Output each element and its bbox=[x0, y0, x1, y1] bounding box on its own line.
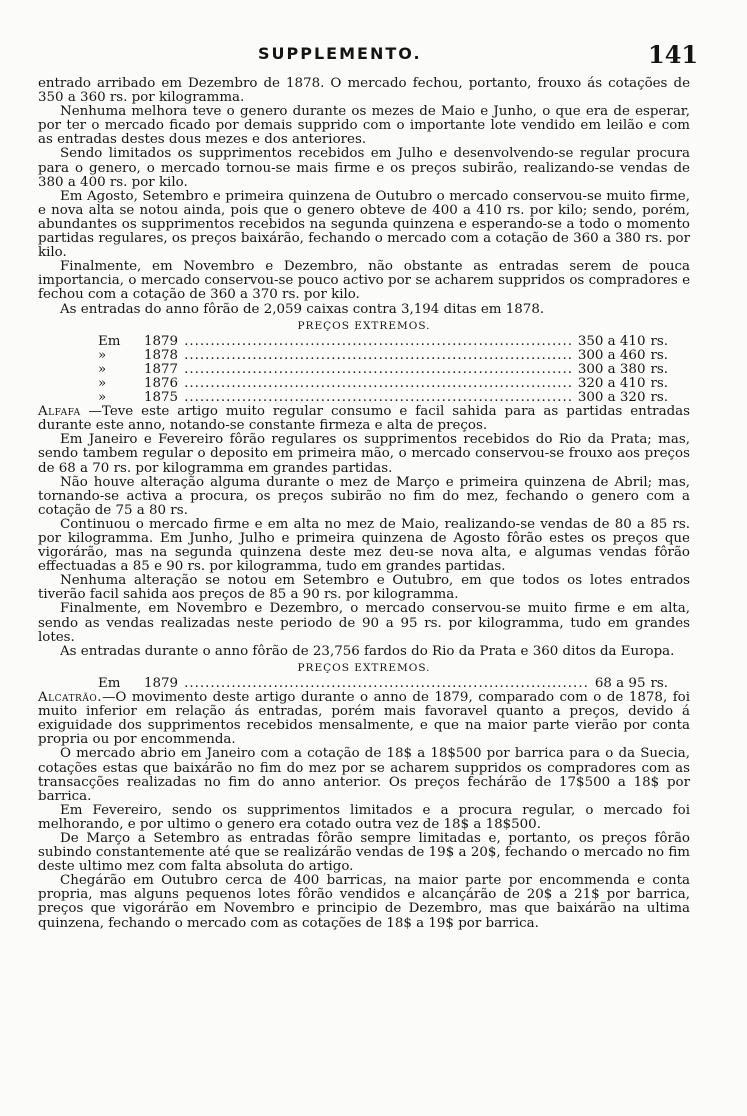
price-table bbox=[98, 335, 668, 405]
paragraph: Sendo limitados os supprimentos recebidos em Julho e desenvolvendo-se regular procura para o genero, o mercado tornou-se mais firme e os preços subirão, realizando-se vendas de 380 a 400 rs. por kilo. bbox=[38, 146, 690, 190]
price-range: 350 a 410 bbox=[577, 334, 646, 349]
paragraph: As entradas durante o anno fôrão de 23,756 fardos do Rio da Prata e 360 ditos da Europa. bbox=[60, 643, 675, 659]
paragraph: Chegárão em Outubro cerca de 400 barricas, na maior parte por encommenda e conta propria, mas alguns pequenos lotes fôrão vendidos e alcançárão de 20$ a 21$ por barrica, preços que vigorárão em Novembro e principio de Dezembro, mas que baixárão na ultima quinzena, fechando o mercado com as cotações de 18$ a 19$ por barrica. bbox=[38, 873, 690, 931]
price-label: » bbox=[98, 376, 107, 391]
prices-heading: PREÇOS EXTREMOS. bbox=[297, 319, 431, 332]
paragraph bbox=[38, 691, 690, 747]
dot-leader bbox=[184, 377, 572, 391]
paragraph-text: —Teve este artigo muito regular consumo e facil sahida para as partidas entradas durante este anno, notando-se constante firmeza e alta de preços. bbox=[38, 404, 690, 434]
price-unit: rs. bbox=[650, 362, 668, 377]
price-unit: rs. bbox=[650, 676, 668, 691]
price-range: 300 a 320 bbox=[577, 391, 646, 406]
price-label: Em bbox=[98, 334, 121, 349]
price-year: 1876 bbox=[144, 376, 179, 391]
paragraph: O mercado abrio em Janeiro com a cotação de 18$ a 18$500 por barrica para o da Suecia, cotações estas que baixárão no fim do mez por se acharem suppridos os compradores com as transacções realizadas no fim do anno anterior. Os preços fechárão de 17$500 a 18$ por barrica. bbox=[38, 746, 690, 804]
price-row bbox=[98, 677, 668, 691]
price-range: 68 a 95 bbox=[594, 676, 646, 691]
paragraph-text: —O movimento deste artigo durante o anno de 1879, comparado com o de 1878, foi muito inferior em relação ás entradas, porém mais favoravel quanto a preços, devido á exiguidade dos supprimentos recebidos mensalmente, e que na maior parte vierão por conta propria ou por encommenda. bbox=[38, 690, 690, 748]
paragraph: Em Fevereiro, sendo os supprimentos limitados e a procura regular, o mercado foi melhorando, e por ultimo o genero era cotado outra vez de 18$ a 18$500. bbox=[38, 802, 690, 832]
page-number: 141 bbox=[648, 40, 699, 69]
price-row bbox=[98, 377, 668, 391]
section-lead: Alcatrão. bbox=[38, 690, 102, 706]
paragraph: Nenhuma melhora teve o genero durante os mezes de Maio e Junho, o que era de esperar, por ter o mercado ficado por demais supprido com o importante lote vendido em leilão e com as entradas destes dous mezes e dos anteriores. bbox=[38, 104, 690, 148]
paragraph: As entradas do anno fôrão de 2,059 caixas contra 3,194 ditas em 1878. bbox=[60, 301, 545, 317]
paragraph: Não houve alteração alguma durante o mez de Março e primeira quinzena de Abril; mas, tornando-se activa a procura, os preços subirão no fim do mez, fechando o genero com a cotação de 75 a 80 rs. bbox=[38, 474, 690, 518]
running-title: SUPPLEMENTO. bbox=[258, 44, 422, 63]
price-year: 1875 bbox=[144, 391, 179, 406]
price-year: 1878 bbox=[144, 348, 179, 363]
paragraph: Nenhuma alteração se notou em Setembro e Outubro, em que todos os lotes entrados tiverão facil sahida aos preços de 85 a 90 rs. por kilogramma. bbox=[38, 573, 690, 603]
price-unit: rs. bbox=[650, 376, 668, 391]
paragraph: Em Janeiro e Fevereiro fôrão regulares os supprimentos recebidos do Rio da Prata; mas, sendo tambem regular o deposito em primeira mão, o mercado conservou-se frouxo aos preços de 68 a 70 rs. por kilogramma em grandes partidas. bbox=[38, 432, 690, 476]
dot-leader bbox=[184, 391, 572, 405]
price-range: 320 a 410 bbox=[577, 376, 646, 391]
price-label: » bbox=[98, 348, 107, 363]
prices-heading: PREÇOS EXTREMOS. bbox=[297, 661, 431, 674]
paragraph: entrado arribado em Dezembro de 1878. O mercado fechou, portanto, frouxo ás cotações de 350 a 360 rs. por kilogramma. bbox=[38, 76, 690, 106]
price-row bbox=[98, 335, 668, 349]
paragraph: De Março a Setembro as entradas fôrão sempre limitadas e, portanto, os preços fôrão subindo constantemente até que se realizárão vendas de 19$ a 20$, fechando o mercado no fim deste ultimo mez com falta absoluta do artigo. bbox=[38, 830, 690, 875]
dot-leader bbox=[184, 363, 572, 377]
price-unit: rs. bbox=[650, 391, 668, 406]
price-row bbox=[98, 391, 668, 405]
price-range: 300 a 460 bbox=[577, 348, 646, 363]
price-label: Em bbox=[98, 676, 121, 691]
paragraph: Finalmente, em Novembro e Dezembro, o mercado conservou-se muito firme e em alta, sendo as vendas realizadas neste periodo de 90 a 95 rs. por kilogramma, tudo em grandes lotes. bbox=[38, 601, 690, 645]
paragraph bbox=[38, 405, 690, 433]
page-header bbox=[0, 42, 747, 72]
dot-leader bbox=[184, 677, 589, 691]
price-year: 1879 bbox=[144, 676, 179, 691]
paragraph: Em Agosto, Setembro e primeira quinzena de Outubro o mercado conservou-se muito firme, e nova alta se notou ainda, pois que o genero obteve de 400 a 410 rs. por kilo; sendo, porém, abundantes os supprimentos recebidos na segunda quinzena e esperando-se a todo o momento partidas regulares, os preços baixárão, fechando o mercado com a cotação de 360 a 380 rs. por kilo. bbox=[38, 188, 690, 261]
dot-leader bbox=[184, 349, 572, 363]
price-table bbox=[98, 677, 668, 691]
price-range: 300 a 380 bbox=[577, 362, 646, 377]
price-unit: rs. bbox=[650, 334, 668, 349]
dot-leader bbox=[184, 335, 572, 349]
body-text bbox=[38, 77, 690, 931]
price-year: 1879 bbox=[144, 334, 179, 349]
price-row bbox=[98, 363, 668, 377]
price-year: 1877 bbox=[144, 362, 179, 377]
paragraph: Continuou o mercado firme e em alta no mez de Maio, realizando-se vendas de 80 a 85 rs. por kilogramma. Em Junho, Julho e primeira quinzena de Agosto fôrão estes os preços que vigorárão, mas na segunda quinzena deste mez deu-se nova alta, e algumas vendas fôrão effectuadas a 85 e 90 rs. por kilogramma, tudo em grandes partidas. bbox=[38, 516, 690, 575]
paragraph: Finalmente, em Novembro e Dezembro, não obstante as entradas serem de pouca importancia, o mercado conservou-se pouco activo por se acharem suppridos os compradores e fechou com a cotação de 360 a 370 rs. por kilo. bbox=[38, 259, 690, 303]
price-label: » bbox=[98, 362, 107, 377]
price-row bbox=[98, 349, 668, 363]
price-label: » bbox=[98, 391, 107, 406]
price-unit: rs. bbox=[650, 348, 668, 363]
section-lead: Alfafa bbox=[38, 404, 81, 420]
